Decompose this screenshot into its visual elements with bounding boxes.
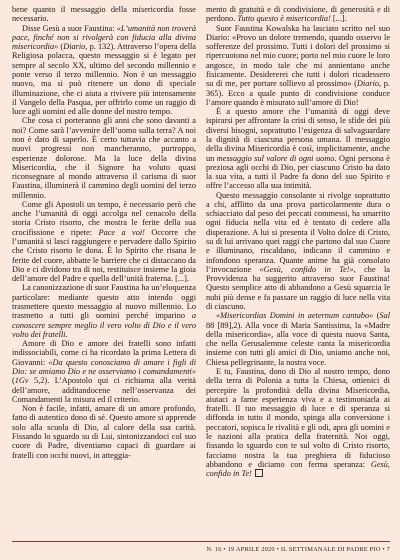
text-run: 5,2). L’Apostolo qui ci richiama alla verità dell’amore, additandocene nell’osservanza dei Comandamenti la misura ed il criterio.: [12, 376, 196, 404]
text-run: bene quanto il messaggio della misericordia fosse necessario.: [12, 5, 196, 24]
paragraph: [206, 24, 390, 108]
italic-text: a conoscere sempre meglio il vero volto di Dio e il vero volto dei fratelli.: [12, 311, 196, 339]
italic-text: Gesù, confido in Te!: [206, 459, 390, 479]
text-run: Occorre che l’umanità si lasci raggiungere e pervadere dallo Spirito che Cristo risorto le dona. È lo Spirito che risana le ferite del cuore, abbatte le barriere che ci distaccano da Dio e ci dividono tra di noi, restituisce insieme la gioia dell’amore del Padre e quella dell’unità fraterna. [...].: [12, 227, 196, 284]
italic-text: «Da questo conosciamo di amare i figli di Dio: se amiamo Dio e ne osserviamo i comandamenti»: [12, 357, 196, 376]
paragraph: [12, 200, 196, 284]
text-run: E tu, Faustina, dono di Dio al nostro tempo, dono della terra di Polonia a tutta la Chiesa, ottienici di percepire la profondità della divina Misericordia, aiutaci a farne esperienza viva e a testimoniarla ai fratelli. Il tuo messaggio di luce e di speranza si diffonda in tutto il mondo, spinga alla conversione i peccatori, sopisca le rivalità e gli odi, apra gli uomini e le nazioni alla pratica della fraternità. Noi oggi, fissando lo sguardo con te sul volto di Cristo risorto, facciamo nostra la tua preghiera di fiducioso abbandono e diciamo con ferma speranza:: [206, 366, 390, 469]
italic-text: Sal: [379, 311, 391, 321]
text-run: Questo messaggio consolante si rivolge soprattutto a chi, afflitto da una prova particolarmente dura o schiacciato dal peso dei peccati commessi, ha smarrito ogni fiducia nella vita ed è tentato di cedere alla disperazione. A lui si presenta il Volto dolce di Cristo, su di lui arrivano quei raggi che partono dal suo Cuore e illuminano, riscaldano, indicano il cammino e infondono speranza. Quante anime ha già consolato l’invocazione: [206, 190, 390, 274]
italic-text: «Gesù, confido in Te!»: [259, 264, 354, 274]
paragraph: [12, 404, 196, 460]
italic-text: «L’umanità non troverà pace, finché non si rivolgerà con fiducia alla divina misericordia»: [12, 23, 196, 52]
italic-text: Diario: [356, 79, 380, 89]
text-run: 88 [89],2). Alla voce di Maria Santissima, la «Madre della misericordia», alla voce di questa nuova Santa, che nella Gerusalemme celeste canta la misericordia insieme con tutti gli amici di Dio, uniamo anche noi, Chiesa pellegrinante, la nostra voce.: [206, 320, 390, 367]
text-run: (: [373, 311, 380, 321]
text-run: Che cosa ci porteranno gli anni che sono davanti a noi? Come sarà l’avvenire dell’uomo sulla terra? A noi non è dato di saperlo. È certo tuttavia che accanto a nuovi progressi non mancheranno, purtroppo, esperienze dolorose. Ma la luce della divina Misericordia, che il Signore ha voluto quasi riconsegnare al mondo attraverso il carisma di suor Faustina, illuminerà il cammino degli uomini del terzo millennio.: [12, 116, 196, 200]
text-run: . Ogni persona è preziosa agli occhi di Dio, per ciascuno Cristo ha dato la sua vita, a tutti il Padre fa dono del suo Spirito e offre l’accesso alla sua intimità.: [206, 153, 390, 191]
text-run: (: [12, 376, 15, 386]
text-run: (: [58, 42, 64, 52]
text-run: Suor Faustina Kowalska ha lasciato scritto nel suo Diario: «Provo un dolore tremendo, quando osservo le sofferenze del prossimo. Tutti i dolori del prossimo si ripercuotono nel mio cuore; porto nel mio cuore le loro angosce, in modo tale che mi annientano anche fisicamente. Desidererei che tutti i dolori ricadessero su di me, per portare sollievo al prossimo» (: [206, 23, 390, 89]
end-of-article-square-icon: [255, 469, 263, 477]
paragraph: [206, 5, 390, 24]
text-run: Non è facile, infatti, amare di un amore profondo, fatto di autentico dono di sé. Questo amore si apprende solo alla scuola di Dio, al calore della sua carità. Fissando lo sguardo su di Lui, sintonizzandoci col suo cuore di Padre, diventiamo capaci di guardare ai fratelli con occhi nuovi, in atteggia-: [12, 404, 196, 460]
paragraph: [206, 191, 390, 312]
text-run: , che la Provvidenza ha suggerito attraverso suor Faustina! Questo semplice atto di abbandono a Gesù squarcia le nubi più dense e fa passare un raggio di luce nella vita di ciascuno.: [206, 264, 390, 311]
text-run: [...].: [330, 14, 347, 24]
paragraph: [12, 24, 196, 117]
text-run: La canonizzazione di suor Faustina ha un’eloquenza particolare: mediante questo atto intendo oggi trasmettere questo messaggio al nuovo millennio. Lo trasmetto a tutti gli uomini perché imparino: [12, 283, 196, 321]
footer-text: N. 16 • 19 APRILE 2020 • IL SETTIMANALE DI PADRE PIO • 7: [206, 546, 390, 553]
paragraph: [206, 107, 390, 191]
article-body: [12, 5, 390, 533]
paragraph: [12, 339, 196, 404]
paragraph: [12, 5, 196, 24]
italic-text: «Misericordias Domini in aeternum cantabo»: [216, 311, 374, 321]
left-column: [12, 5, 196, 533]
text-run: mento di gratuità e di condivisione, di generosità e di perdono.: [206, 5, 390, 24]
text-run: Come gli Apostoli un tempo, è necessario però che anche l’umanità di oggi accolga nel cenacolo della storia Cristo risorto, che mostra le ferite della sua crocifissione e ripete:: [12, 199, 196, 237]
text-run: È a questo amore che l’umanità di oggi deve ispirarsi per affrontare la crisi di senso, le sfide dei più diversi bisogni, soprattutto l’esigenza di salvaguardare la dignità di ciascuna persona umana. Il messaggio della divina Misericordia è così, implicitamente, anche un: [206, 107, 390, 163]
italic-text: Tutto questo è misericordia!: [237, 14, 331, 24]
paragraph: [12, 116, 196, 200]
paragraph: [206, 367, 390, 478]
text-run: , p. 132). Attraverso l’opera della Religiosa polacca, questo messaggio si è legato per sempre al secolo XX, ultimo del secondo millennio e ponte verso il terzo millennio. Non è un messaggio nuovo, ma si può ritenere un dono di speciale illuminazione, che ci aiuta a rivivere più intensamente il Vangelo della Pasqua, per offrirlo come un raggio di luce agli uomini ed alle donne del nostro tempo.: [12, 42, 196, 117]
italic-text: messaggio sul valore di ogni uomo: [216, 153, 335, 163]
paragraph: [206, 311, 390, 367]
italic-text: 1Gv: [14, 376, 29, 386]
text-run: , p. 365). Ecco a quale punto di condivisione conduce l’amore quando è misurato sull’amore di Dio!: [206, 79, 390, 107]
italic-text: Pace a voi!: [98, 227, 145, 237]
text-run: Disse Gesù a suor Faustina:: [22, 23, 117, 33]
page-footer: [12, 541, 390, 553]
right-column: [206, 5, 390, 533]
italic-text: Diario: [63, 42, 86, 52]
paragraph: [12, 283, 196, 339]
text-run: Amore di Dio e amore dei fratelli sono infatti indissociabili, come ci ha ricordato la prima Lettera di Giovanni:: [12, 339, 196, 367]
